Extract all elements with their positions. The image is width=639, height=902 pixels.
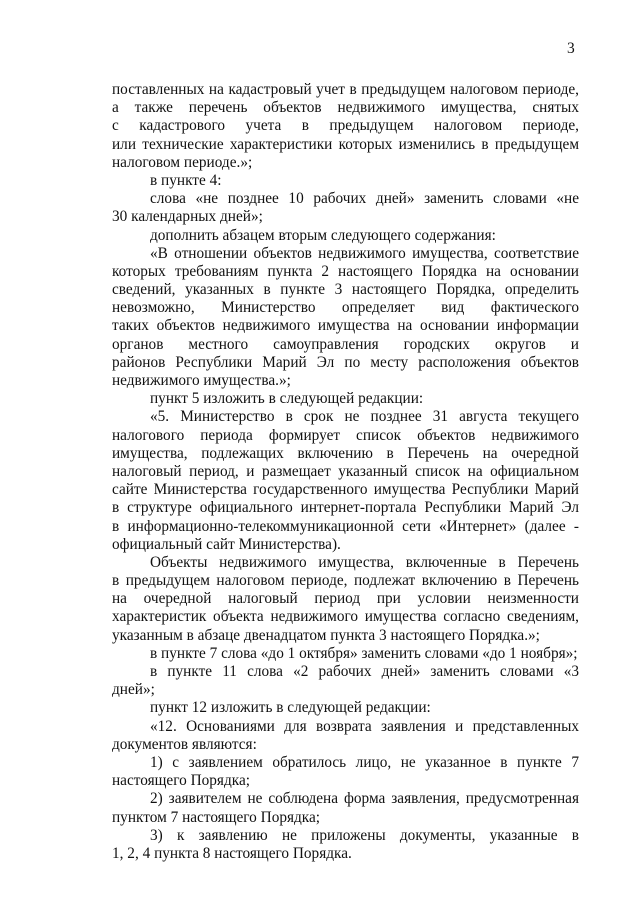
text-line: или технические характеристики которых изменились в предыдущем bbox=[112, 135, 579, 153]
text-line: «12. Основаниями для возврата заявления и представленных bbox=[150, 717, 579, 735]
text-line: органов местного самоуправления городских округов и bbox=[112, 335, 579, 353]
text-line: дополнить абзацем вторым следующего содержания: bbox=[150, 226, 496, 244]
text-line: в пункте 11 слова «2 рабочих дней» заменить словами «3 bbox=[150, 663, 579, 680]
text-line: 1) с заявлением обратилось лицо, не указанное в пункте 7 bbox=[150, 753, 579, 771]
page-number: 3 bbox=[567, 40, 575, 57]
text-line: которых требованиям пункта 2 настоящего Порядка на основании bbox=[112, 262, 579, 280]
text-line: 30 календарных дней»; bbox=[112, 208, 263, 226]
text-line: с кадастрового учета в предыдущем налоговом периоде, bbox=[112, 117, 579, 135]
text-line: в предыдущем налоговом периоде, подлежат включению в Перечень bbox=[112, 572, 579, 590]
text-line: настоящего Порядка; bbox=[112, 772, 250, 790]
text-line: а также перечень объектов недвижимого имущества, снятых bbox=[112, 99, 579, 117]
text-line: слова «не позднее 10 рабочих дней» заменить словами «не bbox=[150, 190, 579, 208]
text-line: в пункте 7 слова «до 1 октября» заменить словами «до 1 ноября»; bbox=[150, 644, 578, 662]
text-line: сведений, указанных в пункте 3 настоящего Порядка, определить bbox=[112, 281, 579, 299]
text-line: в информационно-телекоммуникационной сети «Интернет» (далее - bbox=[112, 517, 579, 535]
text-line: имущества, подлежащих включению в Перечень на очередной bbox=[112, 444, 579, 462]
text-line: невозможно, Министерство определяет вид фактического bbox=[112, 299, 579, 317]
text-line: таких объектов недвижимого имущества на основании информации bbox=[112, 317, 579, 335]
text-line: дней»; bbox=[112, 681, 155, 699]
text-line: указанным в абзаце двенадцатом пункта 3 настоящего Порядка.»; bbox=[112, 626, 540, 644]
text-line: 3) к заявлению не приложены документы, указанные в bbox=[150, 826, 579, 844]
text-line: налоговый период, и размещает указанный список на официальном bbox=[112, 462, 579, 480]
text-line: 2) заявителем не соблюдена форма заявления, предусмотренная bbox=[150, 790, 579, 808]
text-line: Объекты недвижимого имущества, включенные в Перечень bbox=[150, 553, 579, 571]
text-line: недвижимого имущества.»; bbox=[112, 372, 291, 389]
text-line: сайте Министерства государственного имущества Республики Марий bbox=[112, 481, 579, 499]
text-line: районов Республики Марий Эл по месту расположения объектов bbox=[112, 353, 579, 371]
text-line: «В отношении объектов недвижимого имущества, соответствие bbox=[150, 244, 579, 262]
text-line: поставленных на кадастровый учет в предыдущем налоговом периоде, bbox=[112, 81, 579, 98]
document-body bbox=[112, 81, 579, 863]
text-line: на очередной налоговый период при условии неизменности bbox=[112, 590, 579, 608]
text-line: официальный сайт Министерства). bbox=[112, 535, 341, 553]
text-line: в структуре официального интернет-портала Республики Марий Эл bbox=[112, 499, 579, 517]
text-line: пункт 5 изложить в следующей редакции: bbox=[150, 390, 424, 408]
text-line: 1, 2, 4 пункта 8 настоящего Порядка. bbox=[112, 844, 352, 862]
text-line: налоговом периоде.»; bbox=[112, 153, 253, 171]
text-line: характеристик объекта недвижимого имущества согласно сведениям, bbox=[112, 608, 579, 626]
text-line: пунктом 7 настоящего Порядка; bbox=[112, 808, 321, 826]
text-line: пункт 12 изложить в следующей редакции: bbox=[150, 699, 431, 717]
text-line: в пункте 4: bbox=[150, 171, 222, 189]
text-line: налогового периода формирует список объектов недвижимого bbox=[112, 426, 579, 444]
text-line: документов являются: bbox=[112, 735, 257, 753]
text-line: «5. Министерство в срок не позднее 31 августа текущего bbox=[150, 408, 579, 426]
